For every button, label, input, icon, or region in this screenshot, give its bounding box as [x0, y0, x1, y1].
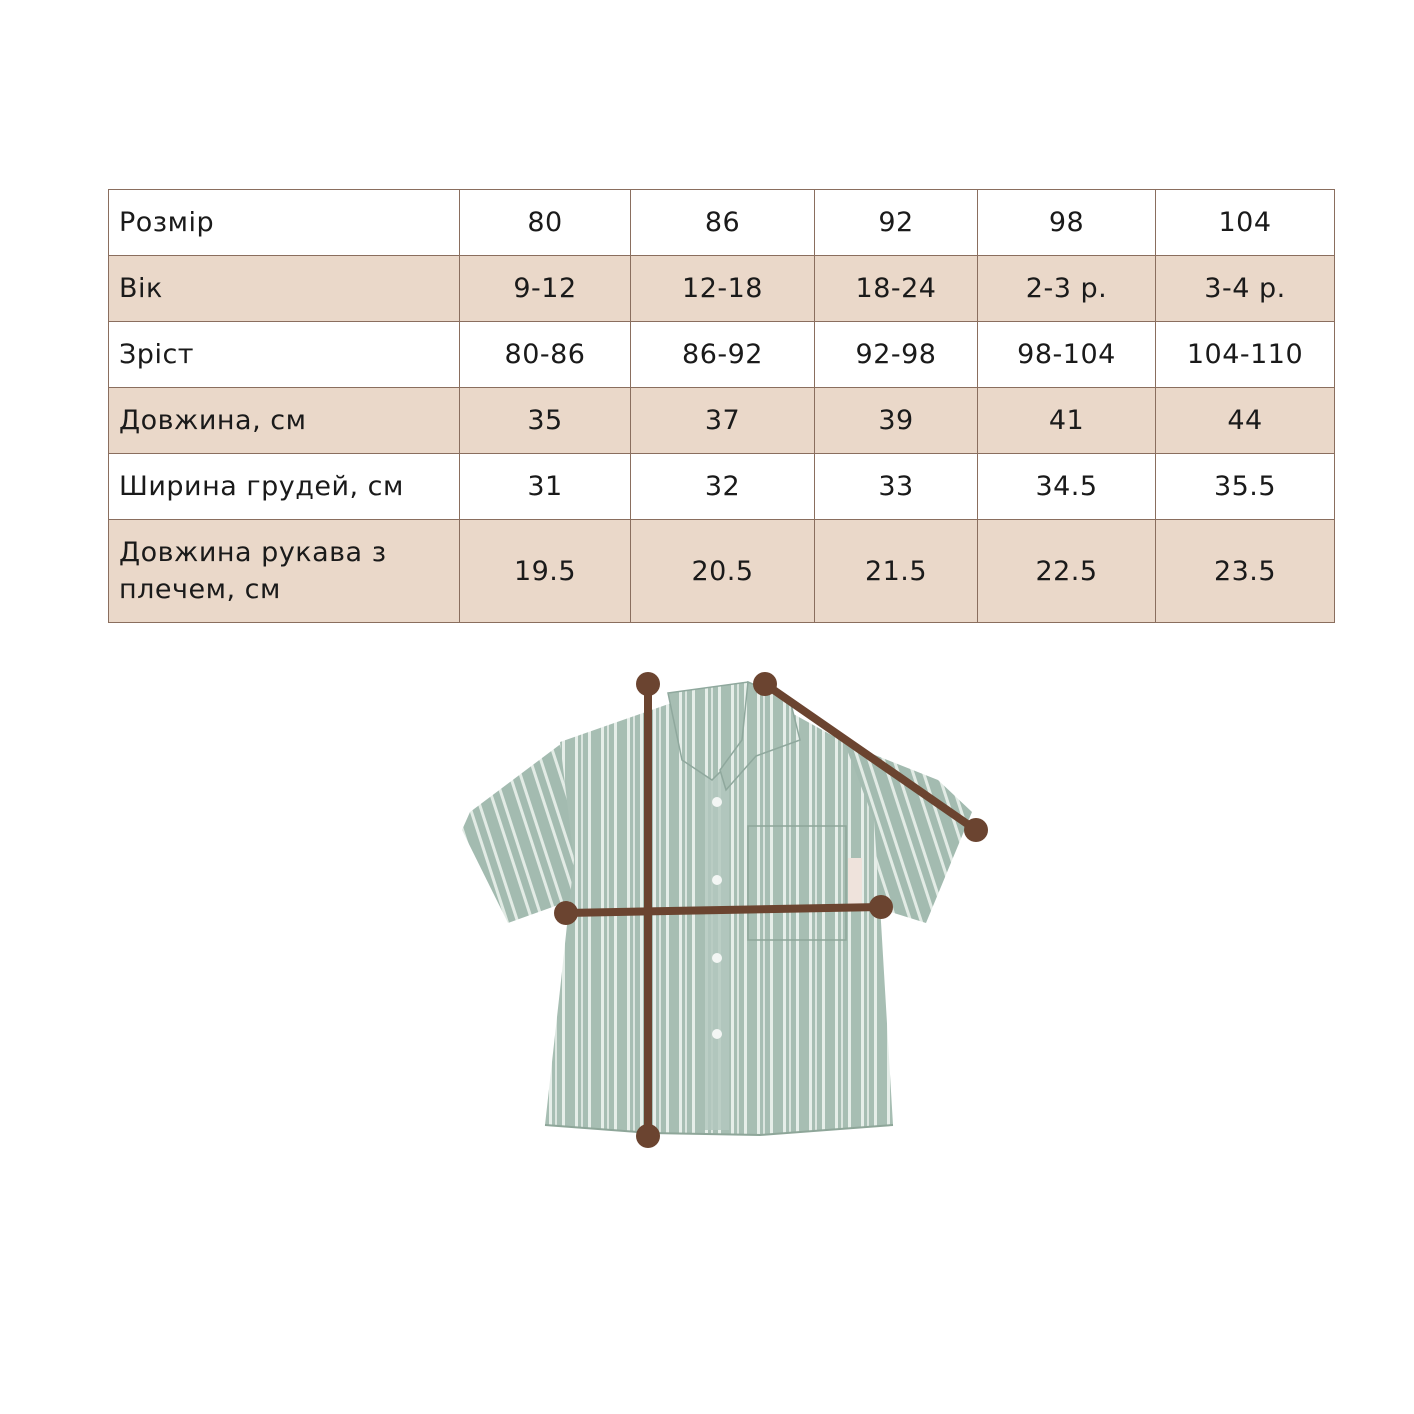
cell-value: 18-24 [815, 256, 978, 322]
cell-value: 104 [1156, 190, 1335, 256]
row-label: Ширина грудей, см [109, 454, 460, 520]
row-label: Зріст [109, 322, 460, 388]
cell-value: 32 [631, 454, 815, 520]
cell-value: 104-110 [1156, 322, 1335, 388]
cell-value: 34.5 [978, 454, 1156, 520]
cell-value: 9-12 [460, 256, 631, 322]
cell-value: 33 [815, 454, 978, 520]
measure-point [869, 895, 893, 919]
row-size [109, 190, 1335, 256]
cell-value: 80-86 [460, 322, 631, 388]
shirt-measurement-illustration [0, 660, 1414, 1160]
cell-value: 41 [978, 388, 1156, 454]
cell-value: 22.5 [978, 520, 1156, 623]
row-length [109, 388, 1335, 454]
cell-value: 20.5 [631, 520, 815, 623]
row-label: Довжина, см [109, 388, 460, 454]
cell-value: 86-92 [631, 322, 815, 388]
row-age [109, 256, 1335, 322]
cell-value: 39 [815, 388, 978, 454]
row-label: Розмір [109, 190, 460, 256]
cell-value: 92-98 [815, 322, 978, 388]
size-table [108, 189, 1335, 623]
cell-value: 86 [631, 190, 815, 256]
cell-value: 37 [631, 388, 815, 454]
cell-value: 98-104 [978, 322, 1156, 388]
cell-value: 92 [815, 190, 978, 256]
cell-value: 80 [460, 190, 631, 256]
cell-value: 19.5 [460, 520, 631, 623]
row-label: Довжина рукава з плечем, см [109, 520, 460, 623]
row-sleeve-length [109, 520, 1335, 623]
measure-point [964, 818, 988, 842]
row-height [109, 322, 1335, 388]
measure-point [554, 901, 578, 925]
cell-value: 44 [1156, 388, 1335, 454]
cell-value: 35.5 [1156, 454, 1335, 520]
row-label: Вік [109, 256, 460, 322]
cell-value: 35 [460, 388, 631, 454]
cell-value: 23.5 [1156, 520, 1335, 623]
cell-value: 3-4 р. [1156, 256, 1335, 322]
cell-value: 2-3 р. [978, 256, 1156, 322]
measure-point [636, 1124, 660, 1148]
cell-value: 98 [978, 190, 1156, 256]
measure-point [753, 672, 777, 696]
cell-value: 31 [460, 454, 631, 520]
row-chest-width [109, 454, 1335, 520]
cell-value: 12-18 [631, 256, 815, 322]
cell-value: 21.5 [815, 520, 978, 623]
measure-point [636, 672, 660, 696]
